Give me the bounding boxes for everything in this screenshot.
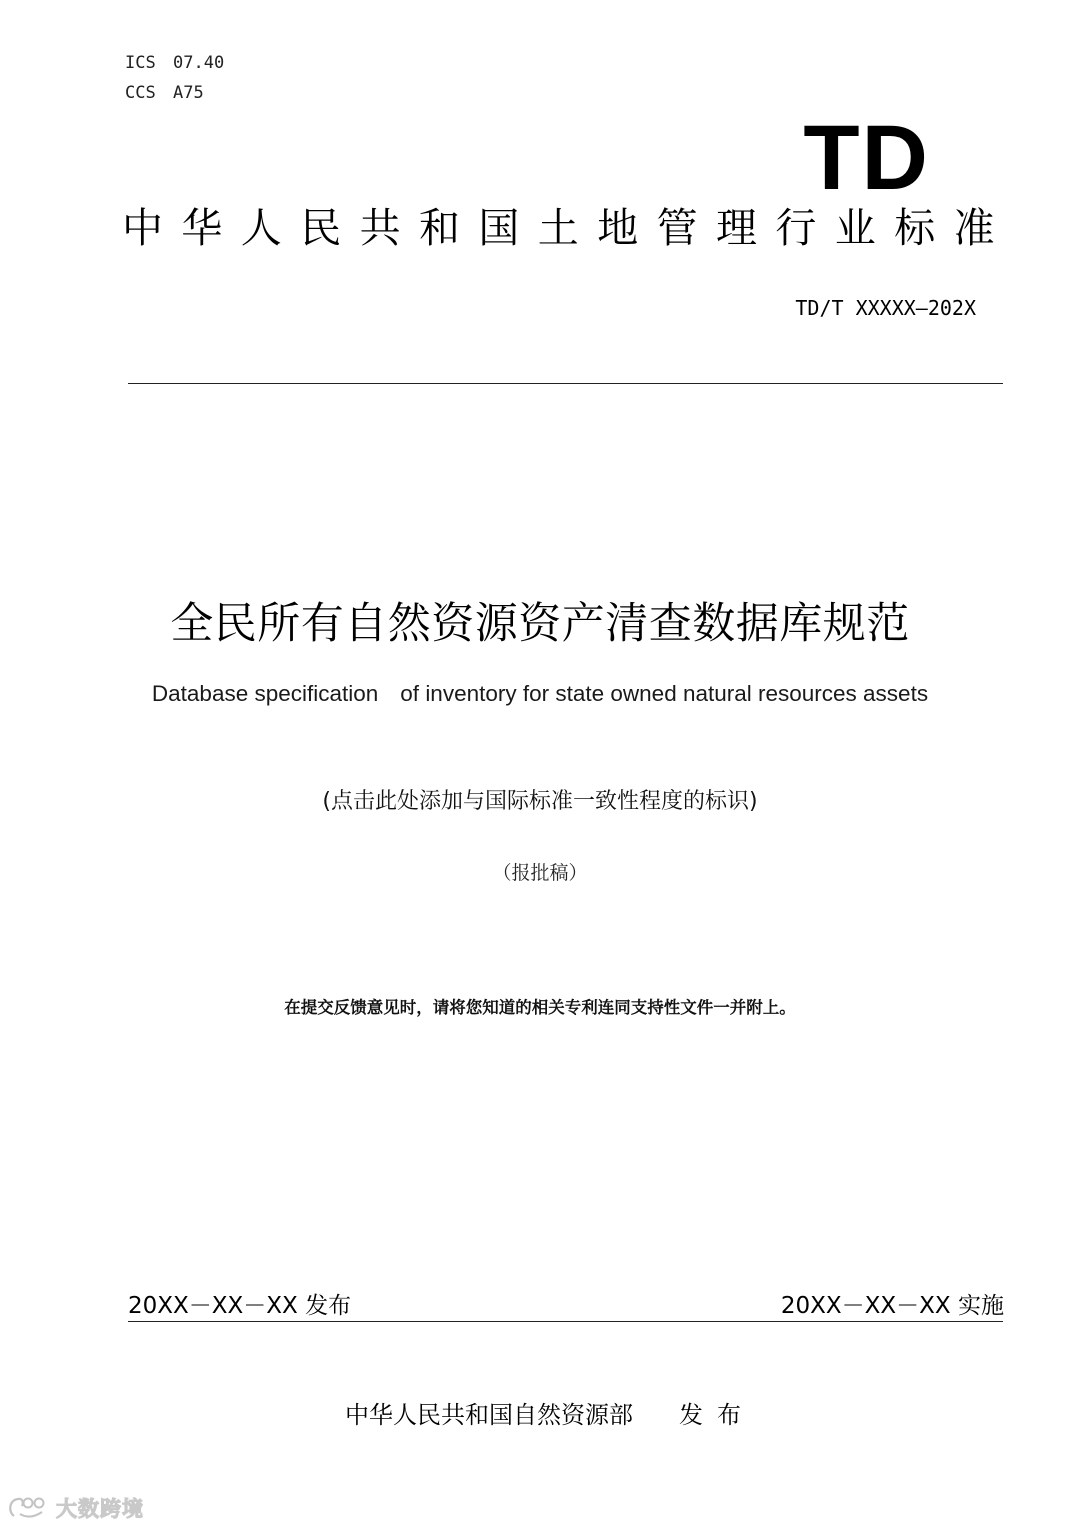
publisher-action: 发布: [679, 1401, 755, 1429]
industry-standard-title: 中华人民共和国土地管理行业标准: [122, 204, 1013, 252]
draft-status: （报批稿）: [492, 862, 588, 884]
patent-notice: 在提交反馈意见时，请将您知道的相关专利连同支持性文件一并附上。: [284, 998, 796, 1017]
ics-classification: [125, 53, 224, 73]
ics-value: 07.40: [173, 53, 225, 73]
td-standard-mark: TD: [803, 107, 930, 209]
header-divider: [128, 383, 1003, 384]
document-title-english: [0, 681, 1080, 707]
ics-label: ICS: [125, 53, 156, 73]
publisher-name: 中华人民共和国自然资源部: [345, 1401, 633, 1429]
ccs-classification: [125, 83, 204, 103]
publisher-line: [345, 1395, 755, 1430]
watermark-text: 大数跨境: [56, 1497, 144, 1521]
english-title-part-2: of inventory for state owned natural resources assets: [400, 681, 929, 706]
watermark: [6, 1493, 144, 1523]
ccs-value: A75: [173, 83, 204, 103]
watermark-logo-icon: [6, 1494, 50, 1522]
footer-divider: [128, 1321, 1003, 1322]
standard-number: TD/T XXXXX—202X: [795, 296, 976, 320]
document-title-chinese: 全民所有自然资源资产清查数据库规范: [170, 599, 910, 649]
implementation-date: 20XX－XX－XX 实施: [780, 1293, 1004, 1319]
english-title-part-1: Database specification: [151, 681, 379, 706]
ccs-label: CCS: [125, 83, 156, 103]
publish-date: 20XX－XX－XX 发布: [128, 1293, 352, 1319]
international-consistency-placeholder[interactable]: (点击此处添加与国际标准一致性程度的标识): [322, 789, 758, 814]
